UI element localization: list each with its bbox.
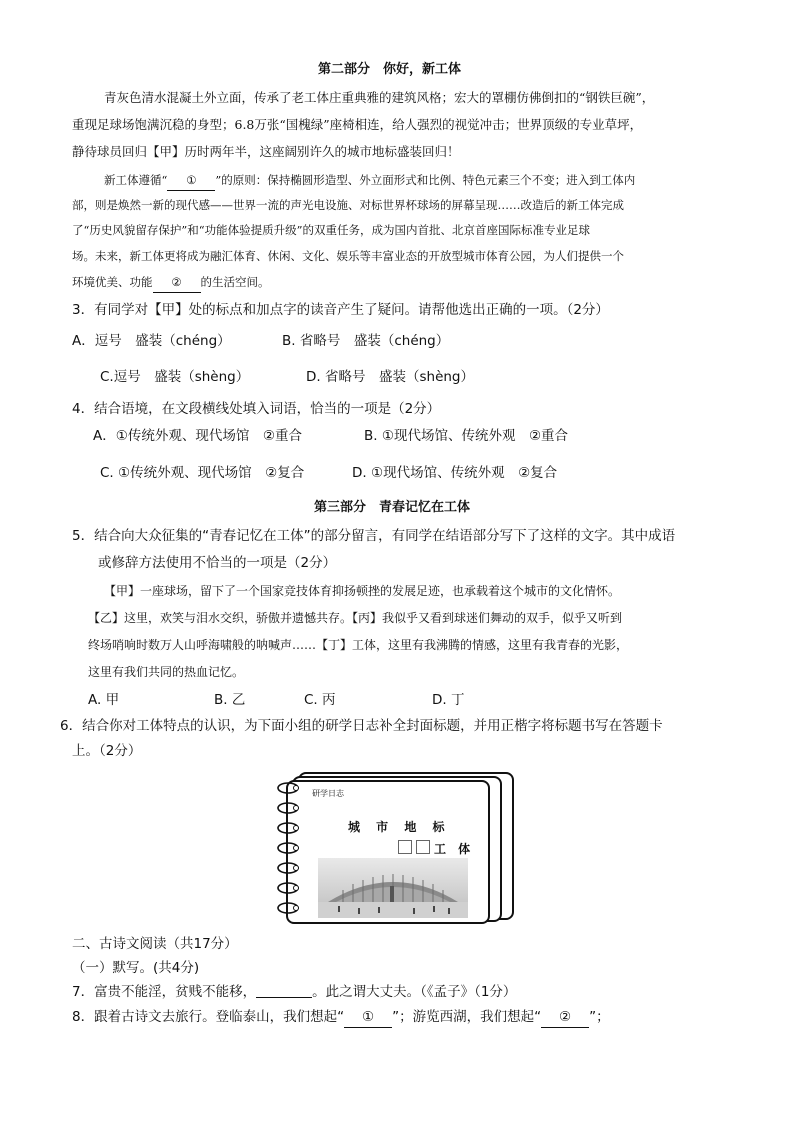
q4-option-a[interactable]: A．①传统外观、现代场馆 ②重合 bbox=[93, 428, 302, 444]
q8-blank-2[interactable]: ② bbox=[541, 1007, 589, 1028]
spiral-binding bbox=[274, 776, 302, 926]
notebook-tag: 研学日志 bbox=[312, 789, 344, 798]
q5-passage-line3: 终场哨响时数万人山呼海啸般的呐喊声……【丁】工体，这里有我沸腾的情感，这里有我青春的光影， bbox=[88, 638, 629, 652]
notebook-title-line1: 城 市 地 标 bbox=[348, 820, 451, 834]
blank-1: ① bbox=[167, 170, 215, 191]
q3-option-a[interactable]: A．逗号 盛装（chéng） bbox=[72, 333, 231, 349]
q5-passage-line4: 这里有我们共同的热血记忆。 bbox=[88, 665, 245, 679]
part3-title: 第三部分 青春记忆在工体 bbox=[314, 500, 471, 515]
q5-option-b[interactable]: B. 乙 bbox=[214, 692, 246, 708]
q5-option-c[interactable]: C. 丙 bbox=[304, 692, 336, 708]
part2-para1-line1: 青灰色清水混凝土外立面，传承了老工体庄重典雅的建筑风格；宏大的罩棚仿佛倒扣的“钢铁巨碗”， bbox=[104, 90, 655, 105]
q3-option-d[interactable]: D. 省略号 盛装（shèng） bbox=[306, 369, 474, 385]
q5-stem-line2: 或修辞方法使用不恰当的一项是（2分） bbox=[98, 555, 337, 571]
q6-stem-line1: 6．结合你对工体特点的认识，为下面小组的研学日志补全封面标题，并用正楷字将标题书写在答题卡 bbox=[60, 718, 663, 734]
notebook-cover bbox=[286, 780, 490, 924]
title-blank-box bbox=[416, 840, 430, 854]
q4-option-b[interactable]: B. ①现代场馆、传统外观 ②重合 bbox=[364, 428, 569, 444]
part2-para2-line1: 新工体遵循“ ① ”的原则：保持椭圆形造型、外立面形式和比例、特色元素三个不变；进入到工体内 bbox=[104, 170, 635, 191]
q3-option-c[interactable]: C.逗号 盛装（shèng） bbox=[100, 369, 250, 385]
research-log-notebook bbox=[274, 772, 522, 930]
part2-title: 第二部分 你好，新工体 bbox=[318, 62, 462, 77]
notebook-title-line2: 工 体 bbox=[398, 840, 474, 857]
title-blank-box bbox=[398, 840, 412, 854]
q5-stem-line1: 5．结合向大众征集的“青春记忆在工体”的部分留言，有同学在结语部分写下了这样的文字。其中成语 bbox=[72, 528, 676, 544]
q3-stem: 3．有同学对【甲】处的标点和加点字的读音产生了疑问。请帮他选出正确的一项。（2分） bbox=[72, 302, 609, 318]
q3-option-b[interactable]: B. 省略号 盛装（chéng） bbox=[282, 333, 450, 349]
q5-option-a[interactable]: A. 甲 bbox=[88, 692, 120, 708]
q7-answer-blank[interactable] bbox=[256, 983, 312, 998]
q5-passage-line1: 【甲】一座球场，留下了一个国家竞技体育抑扬顿挫的发展足迹，也承载着这个城市的文化情怀。 bbox=[104, 584, 621, 598]
part2-para1-line3: 静待球员回归【甲】历时两年半，这座阔别许久的城市地标盛装回归！ bbox=[72, 144, 460, 159]
q4-option-c[interactable]: C. ①传统外观、现代场馆 ②复合 bbox=[100, 465, 305, 481]
q7-line: 7．富贵不能淫，贫贱不能移， 。此之谓大丈夫。（《孟子》（1分） bbox=[72, 984, 517, 1000]
part2-para2-line3: 了“历史风貌留存保护”和“功能体验提质升级”的双重任务，成为国内首批、北京首座国际标准专业足球 bbox=[72, 223, 591, 237]
blank-2: ② bbox=[153, 272, 201, 293]
q4-stem: 4．结合语境，在文段横线处填入词语，恰当的一项是（2分） bbox=[72, 401, 441, 417]
q6-stem-line2: 上。（2分） bbox=[72, 743, 142, 759]
part2-para2-line5: 环境优美、功能 ② 的生活空间。 bbox=[72, 272, 270, 293]
q5-option-d[interactable]: D. 丁 bbox=[432, 692, 465, 708]
q5-passage-line2: 【乙】这里，欢笑与泪水交织，骄傲并遗憾共存。【丙】我似乎又看到球迷们舞动的双手，似乎又听到 bbox=[88, 611, 623, 625]
part2-para1-line2: 重现足球场饱满沉稳的身型；6.8万张“国槐绿”座椅相连，给人强烈的视觉冲击；世界顶级的专业草坪， bbox=[72, 117, 643, 132]
q8-line: 8．跟着古诗文去旅行。登临泰山，我们想起“ ① ”；游览西湖，我们想起“ ② ”； bbox=[72, 1007, 610, 1028]
section2-sub1: （一）默写。(共4分) bbox=[72, 960, 200, 976]
stadium-photo bbox=[318, 858, 468, 918]
part2-para2-line4: 场。未来，新工体更将成为融汇体育、休闲、文化、娱乐等丰富业态的开放型城市体育公园，为人们提供一个 bbox=[72, 249, 624, 263]
q4-option-d[interactable]: D. ①现代场馆、传统外观 ②复合 bbox=[352, 465, 558, 481]
part2-para2-line2: 部，则是焕然一新的现代感——世界一流的声光电设施、对标世界杯球场的屏幕呈现……改造后的新工体完成 bbox=[72, 198, 624, 212]
section2-title: 二、古诗文阅读（共17分） bbox=[72, 936, 238, 952]
q8-blank-1[interactable]: ① bbox=[344, 1007, 392, 1028]
